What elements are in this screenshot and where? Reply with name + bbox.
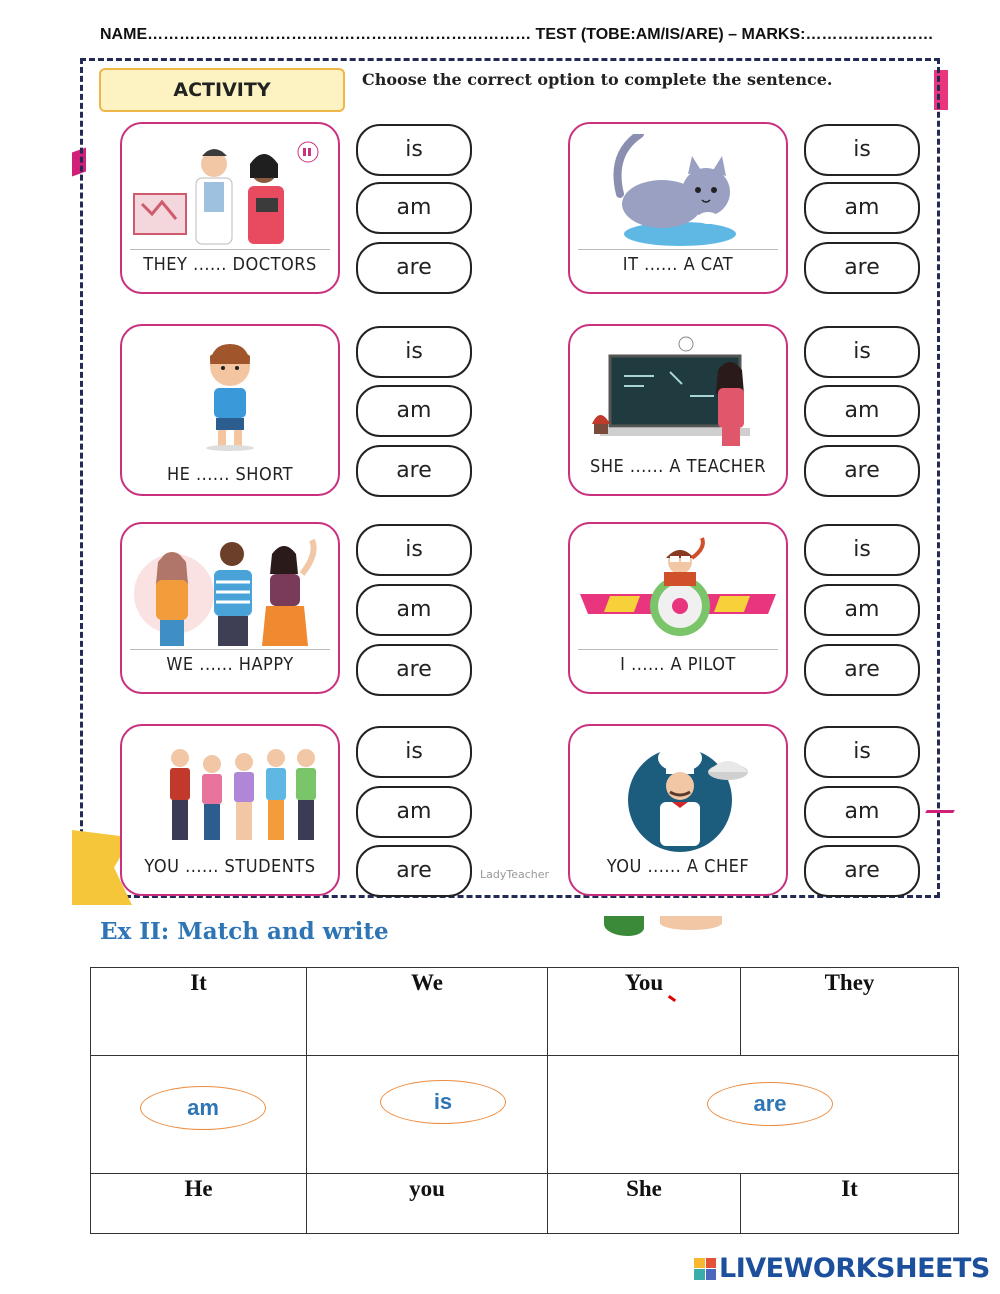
verb-am-target[interactable]: am [140,1086,266,1130]
activity-instruction: Choose the correct option to complete the sentence. [362,70,833,89]
option-am-button[interactable]: am [356,385,472,437]
exercise-card [120,324,340,496]
exercise-title: Ex II: Match and write [100,918,389,945]
option-are-button[interactable]: are [804,845,920,897]
option-am-button[interactable]: am [356,584,472,636]
option-is-button[interactable]: is [356,726,472,778]
decorative-shape [604,916,644,936]
pilot-illustration [580,534,776,650]
logo-text: LIVEWORKSHEETS [719,1253,990,1284]
card-sentence: IT ...... A CAT [622,254,734,275]
option-are-button[interactable]: are [356,445,472,497]
activity-badge: ACTIVITY [99,68,345,112]
card-sentence: WE ...... HAPPY [166,654,294,675]
exercise-card [120,724,340,896]
exercise-card [568,522,788,694]
verb-are-target[interactable]: are [707,1082,833,1126]
card-sentence: YOU ...... A CHEF [606,856,750,877]
exercise-card [568,324,788,496]
option-is-button[interactable]: is [356,124,472,176]
option-am-button[interactable]: am [356,182,472,234]
exercise-card [568,122,788,294]
cat-illustration [580,134,776,250]
pronoun-cell: you [307,1174,548,1234]
option-am-button[interactable]: am [804,786,920,838]
divider [130,249,330,250]
option-is-button[interactable]: is [804,326,920,378]
card-sentence: YOU ...... STUDENTS [144,856,316,877]
logo-icon [694,1258,716,1280]
option-are-button[interactable]: are [356,845,472,897]
option-am-button[interactable]: am [356,786,472,838]
pronoun-cell: She [548,1174,741,1234]
decorative-shape [660,916,722,930]
option-are-button[interactable]: are [804,445,920,497]
option-are-button[interactable]: are [804,644,920,696]
option-is-button[interactable]: is [356,326,472,378]
worksheet-header: NAME……………………………………………………………… TEST (TOBE:AM/IS/ARE) – MARKS:…………………… [100,26,934,43]
option-is-button[interactable]: is [356,524,472,576]
card-sentence: THEY ...... DOCTORS [143,254,317,275]
card-sentence: I ...... A PILOT [620,654,736,675]
pronoun-cell: We [307,968,548,1056]
watermark: LadyTeacher [480,868,550,881]
option-is-button[interactable]: is [804,124,920,176]
doctors-illustration [132,134,328,250]
option-is-button[interactable]: is [804,524,920,576]
card-sentence: SHE ...... A TEACHER [590,456,766,477]
liveworksheets-logo [694,1253,990,1284]
pronoun-cell: They [741,968,959,1056]
option-am-button[interactable]: am [804,584,920,636]
chef-illustration [580,736,776,852]
exercise-card [568,724,788,896]
exercise-card [120,522,340,694]
option-are-button[interactable]: are [356,242,472,294]
option-is-button[interactable]: is [804,726,920,778]
teacher-illustration [580,336,776,452]
verb-is-target[interactable]: is [380,1080,506,1124]
pronoun-cell: It [741,1174,959,1234]
students-illustration [132,736,328,852]
exercise-card [120,122,340,294]
boy-illustration [132,336,328,452]
pronoun-cell: You [548,968,741,1056]
friends-illustration [132,534,328,650]
divider [578,649,778,650]
option-are-button[interactable]: are [356,644,472,696]
pronoun-cell: He [91,1174,307,1234]
divider [130,649,330,650]
pronoun-cell: It [91,968,307,1056]
option-am-button[interactable]: am [804,182,920,234]
option-are-button[interactable]: are [804,242,920,294]
divider [578,249,778,250]
card-sentence: HE ...... SHORT [166,464,294,485]
option-am-button[interactable]: am [804,385,920,437]
